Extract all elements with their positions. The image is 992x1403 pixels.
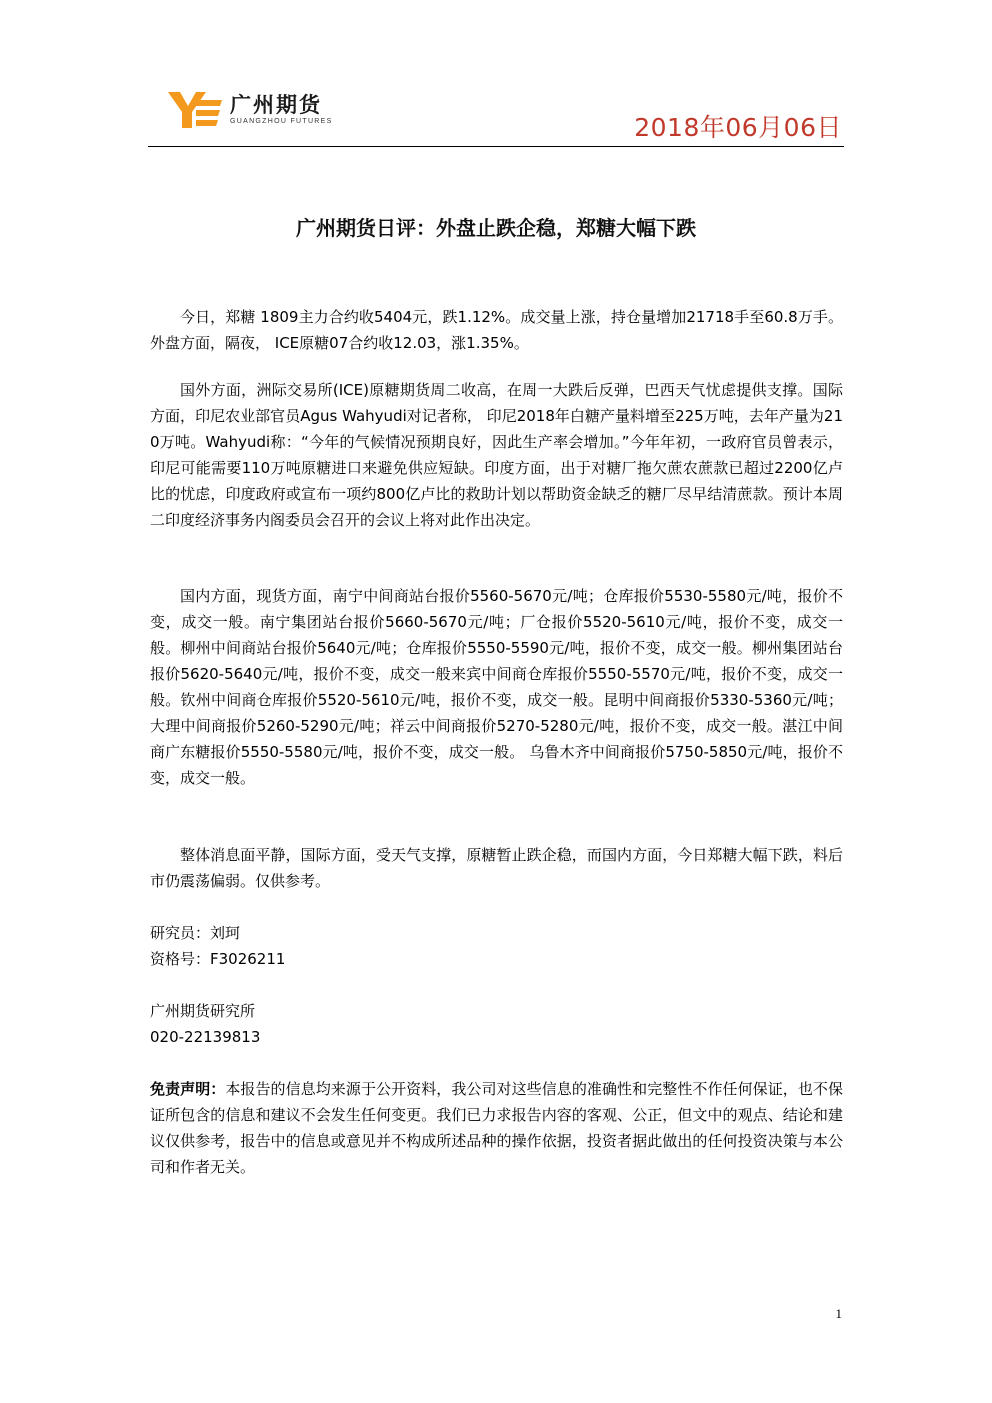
disclaimer-text: 本报告的信息均来源于公开资料，我公司对这些信息的准确性和完整性不作任何保证，也不保证所包含的信息和建议不会发生任何变更。我们已力求报告内容的客观、公正，但文中的观点、结论和建议仅供参考，报告中的信息或意见并不构成所述品种的操作依据，投资者据此做出的任何投资决策与本公司和作者无关。: [150, 1080, 843, 1176]
institute-phone: 020-22139813: [150, 1028, 261, 1046]
paragraph-domestic-spot: [150, 583, 843, 791]
company-logo: [166, 86, 376, 134]
yf-logo-icon: [166, 90, 224, 130]
paragraph-text: 整体消息面平静，国际方面，受天气支撑，原糖暂止跌企稳，而国内方面，今日郑糖大幅下跌，料后市仍震荡偏弱。仅供参考。: [150, 846, 843, 890]
researcher-name: 研究员：刘珂: [150, 924, 241, 942]
paragraph-text: 国外方面，洲际交易所(ICE)原糖期货周二收高，在周一大跌后反弹，巴西天气忧虑提供支撑。国际方面，印尼农业部官员Agus Wahyudi对记者称， 印尼2018年白糖产量料增至225万吨，去年产量为210万吨。Wahyudi称：“今年的气候情况预期良好，因此生产率会增加。”今年年初，一政府官员曾表示，印尼可能需要110万吨原糖进口来避免供应短缺。印度方面，出于对糖厂拖欠蔗农蔗款已超过2200亿卢比的忧虑，印度政府或宣布一项约800亿卢比的救助计划以帮助资金缺乏的糖厂尽早结清蔗款。预计本周二印度经济事务内阁委员会召开的会议上将对此作出决定。: [150, 381, 843, 529]
page-number: 1: [835, 1306, 842, 1321]
paragraph-conclusion: [150, 842, 843, 894]
disclaimer: [150, 1076, 843, 1180]
logo-chinese-name: 广州期货: [230, 93, 322, 117]
researcher-cert: 资格号：F3026211: [150, 950, 286, 968]
report-date: 2018年06月06日: [634, 113, 842, 142]
paragraph-text: 今日，郑糖 1809主力合约收5404元，跌1.12%。成交量上涨，持仓量增加21718手至60.8万手。外盘方面，隔夜， ICE原糖07合约收12.03，涨1.35%。: [150, 308, 843, 352]
paragraph-text: 国内方面，现货方面，南宁中间商站台报价5560-5670元/吨；仓库报价5530-5580元/吨，报价不变，成交一般。南宁集团站台报价5660-5670元/吨；厂仓报价5520-5610元/吨，报价不变，成交一般。柳州中间商站台报价5640元/吨；仓库报价5550-5590元/吨，报价不变，成交一般。柳州集团站台报价5620-5640元/吨，报价不变，成交一般来宾中间商仓库报价5550-5570元/吨，报价不变，成交一般。钦州中间商仓库报价5520-5610元/吨，报价不变，成交一般。昆明中间商报价5330-5360元/吨；大理中间商报价5260-5290元/吨；祥云中间商报价5270-5280元/吨，报价不变，成交一般。湛江中间商广东糖报价5550-5580元/吨，报价不变，成交一般。 乌鲁木齐中间商报价5750-5850元/吨，报价不变，成交一般。: [150, 587, 843, 787]
logo-english-name: GUANGZHOU FUTURES: [230, 118, 333, 125]
header-divider: [148, 146, 844, 147]
institute-name: 广州期货研究所: [150, 1002, 256, 1020]
disclaimer-label: 免责声明：: [150, 1080, 226, 1098]
paragraph-market-summary: [150, 304, 843, 356]
report-title: 广州期货日评：外盘止跌企稳，郑糖大幅下跌: [296, 216, 696, 240]
institute-info: [150, 998, 260, 1050]
paragraph-international: [150, 377, 843, 533]
researcher-info: [150, 920, 285, 972]
